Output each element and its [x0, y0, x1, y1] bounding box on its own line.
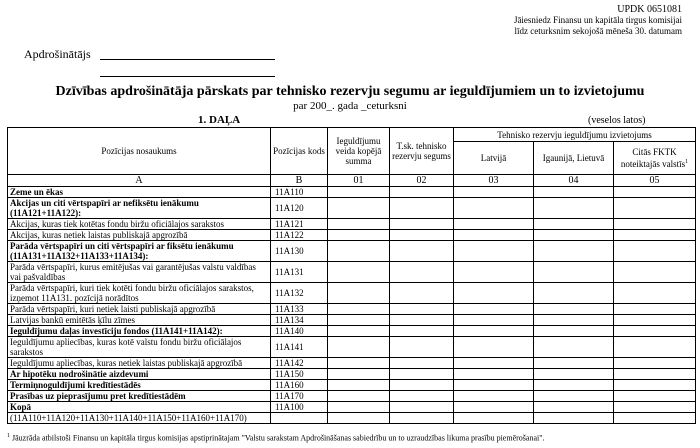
value-cell[interactable] — [454, 413, 534, 424]
value-cell[interactable] — [390, 230, 454, 241]
position-name: Prasības uz pieprasījumu pret kredītiestādēm — [8, 391, 271, 402]
value-cell[interactable] — [328, 326, 390, 337]
value-cell[interactable] — [454, 369, 534, 380]
value-cell[interactable] — [454, 315, 534, 326]
header-other-countries — [614, 142, 696, 175]
value-cell[interactable] — [390, 380, 454, 391]
position-name: Termiņnoguldījumi kredītiestādēs — [8, 380, 271, 391]
position-code: 11A170 — [271, 391, 328, 402]
insurer-address-line[interactable] — [100, 76, 275, 77]
insurer-label: Apdrošinātājs — [24, 47, 91, 61]
column-letter: 04 — [534, 175, 614, 187]
value-cell[interactable] — [534, 262, 614, 283]
footnote-marker: 1 — [7, 433, 10, 439]
value-cell[interactable] — [614, 304, 696, 315]
value-cell[interactable] — [328, 304, 390, 315]
value-cell[interactable] — [390, 369, 454, 380]
position-code: 11A122 — [271, 230, 328, 241]
value-cell[interactable] — [328, 402, 390, 413]
value-cell[interactable] — [328, 315, 390, 326]
table-row — [8, 198, 696, 219]
value-cell[interactable] — [454, 337, 534, 358]
value-cell[interactable] — [534, 369, 614, 380]
value-cell[interactable] — [328, 391, 390, 402]
value-cell[interactable] — [454, 262, 534, 283]
value-cell[interactable] — [614, 315, 696, 326]
value-cell[interactable] — [390, 391, 454, 402]
table-row — [8, 219, 696, 230]
value-cell[interactable] — [328, 380, 390, 391]
value-cell[interactable] — [614, 241, 696, 262]
value-cell[interactable] — [534, 219, 614, 230]
value-cell[interactable] — [534, 391, 614, 402]
value-cell[interactable] — [328, 337, 390, 358]
insurer-name-line[interactable] — [100, 59, 275, 60]
position-name: Zeme un ēkas — [8, 187, 271, 198]
value-cell[interactable] — [454, 326, 534, 337]
form-approver: Jāiesniedz Finansu un kapitāla tirgus komisijai — [513, 15, 682, 25]
header-estonia-lithuania: Igaunijā, Lietuvā — [534, 142, 614, 175]
form-code: UPDK 0651081 — [617, 4, 682, 15]
value-cell[interactable] — [390, 304, 454, 315]
value-cell[interactable] — [454, 358, 534, 369]
position-code: 11A132 — [271, 283, 328, 304]
form-deadline: līdz ceturksnim sekojošā mēneša 30. datumam — [514, 26, 682, 36]
table-row — [8, 304, 696, 315]
table-row — [8, 369, 696, 380]
value-cell[interactable] — [534, 198, 614, 219]
value-cell[interactable] — [390, 337, 454, 358]
column-letter: 02 — [390, 175, 454, 187]
position-code: 11A140 — [271, 326, 328, 337]
position-code: 11A160 — [271, 380, 328, 391]
column-letter: 05 — [614, 175, 696, 187]
header-other-countries-text: Citās FKTK noteiktajās valstīs — [620, 147, 686, 169]
value-cell[interactable] — [390, 241, 454, 262]
footnote-text: Jāuzrāda atbilstoši Finansu un kapitāla tirgus komisijas apstiprinātajam "Valstu sarakstam Apdrošināšanas sabiedrību un to uzraudzības likuma prasību piemērošanai". — [12, 433, 545, 443]
position-name: Parāda vērtspapīri, kuri netiek laisti publiskajā apgrozībā — [8, 304, 271, 315]
value-cell[interactable] — [328, 187, 390, 198]
header-reserve-coverage: T.sk. tehnisko rezervju segums — [390, 128, 454, 175]
position-code: 11A131 — [271, 262, 328, 283]
column-letters-row — [8, 175, 696, 187]
header-placement-group: Tehnisko rezervju ieguldījumu izvietojums — [454, 128, 696, 142]
header-latvia: Latvijā — [454, 142, 534, 175]
header-total-sum: Ieguldījumu veida kopējā summa — [328, 128, 390, 175]
position-name: Akcijas un citi vērtspapīri ar nefiksētu ienākumu (11A121+11A122): — [8, 198, 271, 219]
table-row — [8, 402, 696, 413]
position-name: Parāda vērtspapīri, kurus emitējušas vai garantējušas valstu valdības vai pašvaldības — [8, 262, 271, 283]
table-row — [8, 391, 696, 402]
value-cell[interactable] — [328, 241, 390, 262]
value-cell[interactable] — [614, 380, 696, 391]
table-row — [8, 315, 696, 326]
value-cell[interactable] — [454, 283, 534, 304]
value-cell[interactable] — [454, 230, 534, 241]
header-position-name: Pozīcijas nosaukums — [8, 128, 271, 175]
footnote — [7, 433, 697, 443]
value-cell[interactable] — [614, 358, 696, 369]
position-name: Akcijas, kuras netiek laistas publiskajā apgrozībā — [8, 230, 271, 241]
value-cell[interactable] — [614, 402, 696, 413]
value-cell[interactable] — [328, 283, 390, 304]
position-name: Parāda vērtspapīri un citi vērtspapīri ar fiksētu ienākumu (11A131+11A132+11A133+11A134): — [8, 241, 271, 262]
position-code: 11A100 — [271, 402, 328, 413]
value-cell[interactable] — [534, 187, 614, 198]
position-name: Ar hipotēku nodrošinātie aizdevumi — [8, 369, 271, 380]
value-cell[interactable] — [614, 391, 696, 402]
value-cell[interactable] — [454, 187, 534, 198]
value-cell[interactable] — [390, 413, 454, 424]
value-cell[interactable] — [614, 187, 696, 198]
position-name: Akcijas, kuras tiek kotētas fondu biržu oficiālajos sarakstos — [8, 219, 271, 230]
header-footnote-marker: 1 — [685, 159, 689, 165]
value-cell[interactable] — [328, 230, 390, 241]
value-cell[interactable] — [614, 369, 696, 380]
table-row — [8, 326, 696, 337]
header-position-code: Pozīcijas kods — [271, 128, 328, 175]
table-body — [8, 187, 696, 424]
value-cell[interactable] — [534, 413, 614, 424]
value-cell[interactable] — [614, 230, 696, 241]
value-cell[interactable] — [614, 198, 696, 219]
table-row — [8, 262, 696, 283]
value-cell[interactable] — [534, 358, 614, 369]
table-row — [8, 358, 696, 369]
column-letter: B — [271, 175, 328, 187]
value-cell[interactable] — [390, 315, 454, 326]
value-cell[interactable] — [328, 262, 390, 283]
value-cell[interactable] — [614, 337, 696, 358]
units-label: (veselos latos) — [588, 115, 646, 126]
value-cell[interactable] — [614, 326, 696, 337]
position-name: Latvijas bankū emitētās ķīlu zīmes — [8, 315, 271, 326]
value-cell[interactable] — [534, 241, 614, 262]
position-name: Ieguldījumu apliecības, kuras kotē valstu fondu biržu oficiālajos sarakstos — [8, 337, 271, 358]
value-cell[interactable] — [328, 369, 390, 380]
position-code: 11A110 — [271, 187, 328, 198]
position-code — [271, 413, 328, 424]
table-row — [8, 337, 696, 358]
position-code: 11A150 — [271, 369, 328, 380]
value-cell[interactable] — [454, 219, 534, 230]
position-name: Kopā — [8, 402, 271, 413]
value-cell[interactable] — [390, 219, 454, 230]
value-cell[interactable] — [390, 262, 454, 283]
table-row — [8, 230, 696, 241]
value-cell[interactable] — [454, 241, 534, 262]
position-name: Ieguldījumu daļas investīciju fondos (11A141+11A142): — [8, 326, 271, 337]
form-code-block — [422, 4, 682, 37]
value-cell[interactable] — [454, 198, 534, 219]
value-cell[interactable] — [614, 262, 696, 283]
value-cell[interactable] — [534, 230, 614, 241]
report-period: par 200_. gada _ceturksni — [293, 100, 407, 112]
value-cell[interactable] — [534, 283, 614, 304]
value-cell[interactable] — [454, 391, 534, 402]
value-cell[interactable] — [534, 402, 614, 413]
value-cell[interactable] — [534, 304, 614, 315]
value-cell[interactable] — [614, 219, 696, 230]
value-cell[interactable] — [328, 198, 390, 219]
value-cell[interactable] — [534, 315, 614, 326]
part-heading: 1. DAĻA — [198, 114, 241, 126]
value-cell[interactable] — [328, 219, 390, 230]
report-table — [7, 127, 696, 424]
column-letter: 03 — [454, 175, 534, 187]
value-cell[interactable] — [454, 380, 534, 391]
value-cell[interactable] — [534, 380, 614, 391]
table-row — [8, 380, 696, 391]
position-name: Ieguldījumu apliecības, kuras netiek laistas publiskajā apgrozībā — [8, 358, 271, 369]
value-cell[interactable] — [390, 198, 454, 219]
table-row — [8, 413, 696, 424]
column-letter: 01 — [328, 175, 390, 187]
value-cell[interactable] — [390, 326, 454, 337]
position-code: 11A141 — [271, 337, 328, 358]
report-title: Dzīvības apdrošinātāja pārskats par tehnisko rezervju segumu ar ieguldījumiem un to izvietojumu — [55, 84, 645, 99]
position-name: Parāda vērtspapīri, kuri tiek kotēti fondu biržu oficiālajos sarakstos, izņemot 11A131. pozīcijā norādītos — [8, 283, 271, 304]
table-row — [8, 241, 696, 262]
value-cell[interactable] — [390, 358, 454, 369]
value-cell[interactable] — [328, 358, 390, 369]
position-code: 11A142 — [271, 358, 328, 369]
position-code: 11A120 — [271, 198, 328, 219]
value-cell[interactable] — [534, 326, 614, 337]
value-cell[interactable] — [390, 283, 454, 304]
position-code: 11A130 — [271, 241, 328, 262]
position-code: 11A134 — [271, 315, 328, 326]
value-cell[interactable] — [454, 304, 534, 315]
column-letter: A — [8, 175, 271, 187]
table-row — [8, 283, 696, 304]
position-code: 11A133 — [271, 304, 328, 315]
value-cell[interactable] — [534, 337, 614, 358]
value-cell[interactable] — [390, 402, 454, 413]
position-code: 11A121 — [271, 219, 328, 230]
value-cell[interactable] — [390, 187, 454, 198]
table-row — [8, 187, 696, 198]
value-cell[interactable] — [454, 402, 534, 413]
value-cell[interactable] — [328, 413, 390, 424]
value-cell[interactable] — [614, 283, 696, 304]
position-name: (11A110+11A120+11A130+11A140+11A150+11A160+11A170) — [8, 413, 271, 424]
value-cell[interactable] — [614, 413, 696, 424]
